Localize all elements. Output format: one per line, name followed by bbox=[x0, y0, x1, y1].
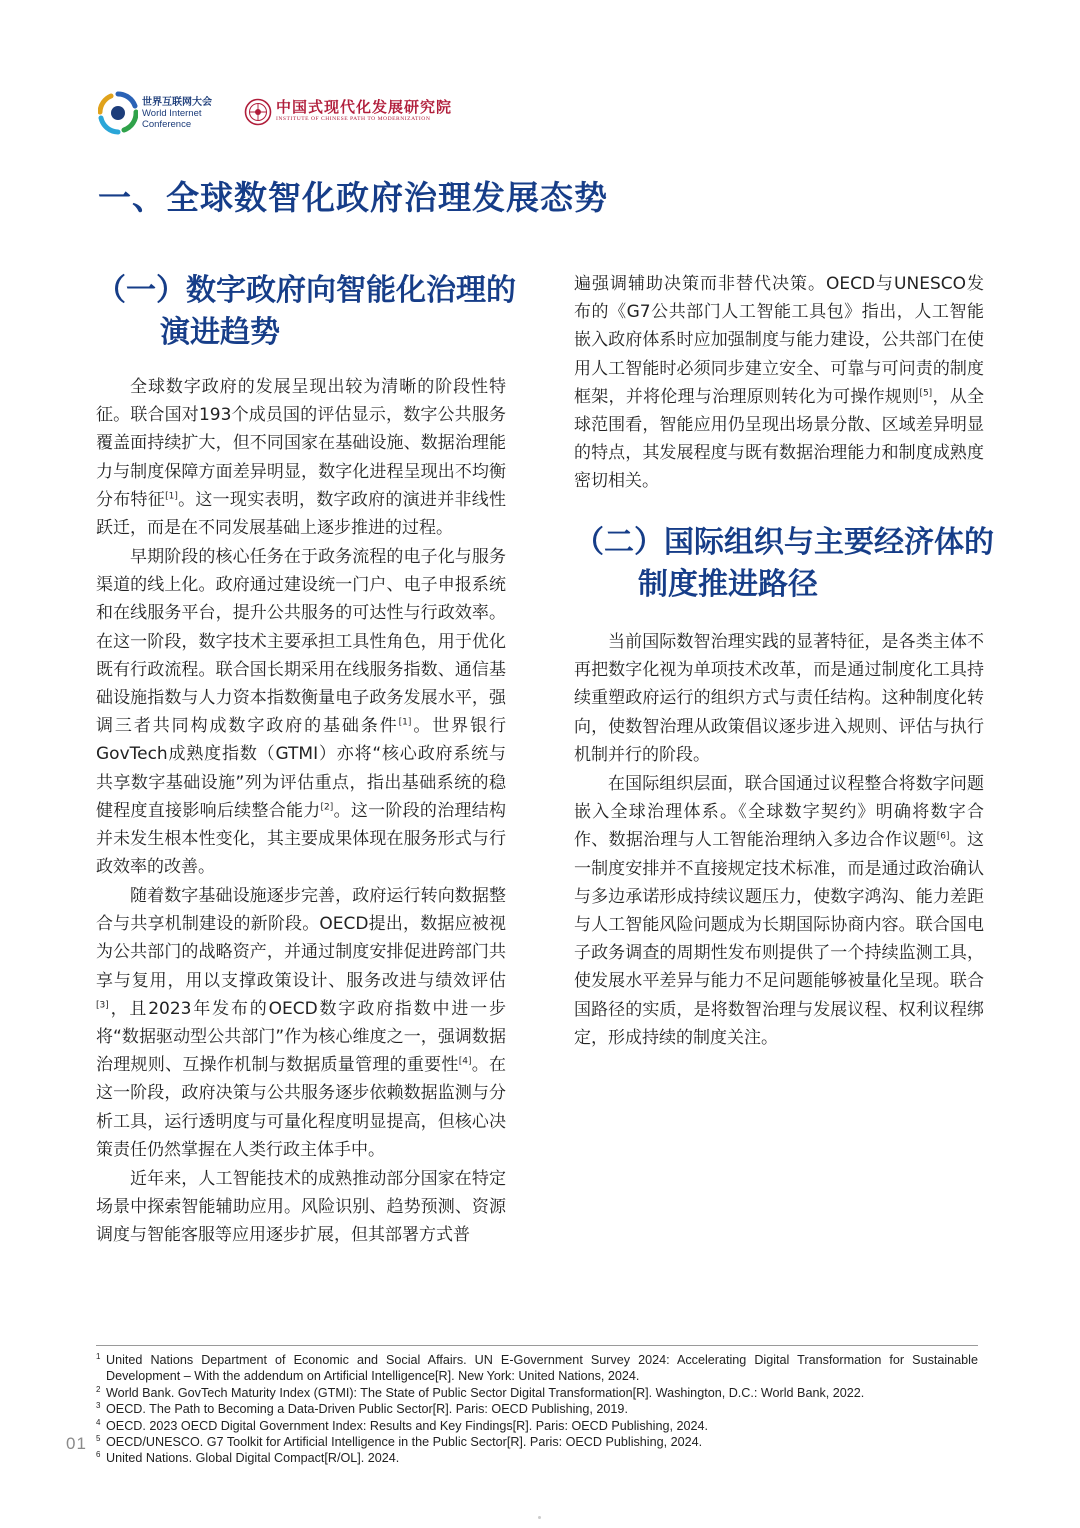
footnote-item: 1 United Nations Department of Economic and Social Affairs. UN E-Government Survey 2024: Accelerating Digital Transformation for Sustainable Development – With the addendum on Artificial Intelligence[R]. New York: United Nations, 2024. bbox=[96, 1352, 978, 1384]
institute-name-en: INSTITUTE OF CHINESE PATH TO MODERNIZATION bbox=[276, 116, 431, 122]
footnotes bbox=[96, 1352, 978, 1467]
wic-logo-zh: 世界互联网大会 bbox=[142, 97, 212, 108]
section1-paragraph-3: 随着数字基础设施逐步完善，政府运行转向数据整合与共享机制建设的新阶段。OECD提出，数据应被视为公共部门的战略资产，并通过制度安排促进跨部门共享与复用，用以支撑政策设计、服务改进与绩效评估[3]，且2023年发布的OECD数字政府指数中进一步将“数据驱动型公共部门”作为核心维度之一，强调数据治理规则、互操作机制与数据质量管理的重要性[4]。在这一阶段，政府决策与公共服务逐步依赖数据监测与分析工具，运行透明度与可量化程度明显提高，但核心决策责任仍然掌握在人类行政主体手中。 bbox=[96, 886, 507, 1160]
section2-heading-line2: 制度推进路径 bbox=[638, 567, 818, 602]
institute-seal-icon bbox=[244, 98, 272, 126]
wic-logo-en-line2: Conference bbox=[142, 119, 192, 130]
section2-heading bbox=[574, 522, 994, 606]
page-number: 01 bbox=[66, 1434, 87, 1453]
wic-logo-icon bbox=[98, 90, 138, 136]
section2-paragraph-2: 在国际组织层面，联合国通过议程整合将数字问题嵌入全球治理体系。《全球数字契约》明确将数字合作、数据治理与人工智能治理纳入多边合作议题[6]。这一制度安排并不直接规定技术标准，而是通过政治确认与多边承诺形成持续议题压力，使数字鸿沟、能力差距与人工智能风险问题成为长期国际协商内容。联合国电子政务调查的周期性发布则提供了一个持续监测工具，使发展水平差异与能力不足问题能够被量化呈现。联合国路径的实质，是将数智治理与发展议程、权利议程绑定，形成持续的制度关注。 bbox=[574, 774, 985, 1048]
section1-heading-line1: （一）数字政府向智能化治理的 bbox=[96, 273, 516, 308]
wic-logo-en-line1: World Internet bbox=[142, 108, 202, 119]
citation-1b: [1] bbox=[398, 717, 412, 728]
section2-paragraph-1: 当前国际数智治理实践的显著特征，是各类主体不再把数字化视为单项技术改革，而是通过制度化工具持续重塑政府运行的组织方式与责任结构。这种制度化转向，使数智治理从政策倡议逐步进入规则、评估与执行机制并行的阶段。 bbox=[574, 632, 984, 765]
page-title: 一、全球数智化政府治理发展态势 bbox=[98, 178, 608, 217]
header bbox=[98, 90, 598, 138]
footnote-divider bbox=[96, 1345, 978, 1346]
citation-1: [1] bbox=[165, 491, 178, 502]
institute-name-zh: 中国式现代化发展研究院 bbox=[276, 98, 453, 116]
footnote-item: 3 OECD. The Path to Becoming a Data-Driven Public Sector[R]. Paris: OECD Publishing, 2019. bbox=[96, 1401, 628, 1417]
citation-2: [2] bbox=[320, 802, 334, 813]
citation-6: [6] bbox=[936, 831, 950, 842]
section2-heading-line1: （二）国际组织与主要经济体的 bbox=[574, 525, 994, 560]
footnote-item: 4 OECD. 2023 OECD Digital Government Index: Results and Key Findings[R]. Paris: OECD Publishing, 2024. bbox=[96, 1417, 708, 1433]
footnote-item: 5 OECD/UNESCO. G7 Toolkit for Artificial Intelligence in the Public Sector[R]. Paris: OECD Publishing, 2024. bbox=[96, 1434, 703, 1450]
institute-logo-text bbox=[276, 99, 452, 123]
section1-heading bbox=[96, 270, 516, 354]
citation-4: [4] bbox=[458, 1056, 472, 1067]
section1-heading-line2: 演进趋势 bbox=[160, 315, 280, 350]
section1-paragraph-4-continued: 遍强调辅助决策而非替代决策。OECD与UNESCO发布的《G7公共部门人工智能工具包》指出，人工智能嵌入政府体系时应加强制度与能力建设，公共部门在使用人工智能时必须同步建立安全、可靠与可问责的制度框架，并将伦理与治理原则转化为可操作规则[5]，从全球范围看，智能应用仍呈现出场景分散、区域差异明显的特点，其发展程度与既有数据治理能力和制度成熟度密切相关。 bbox=[574, 274, 985, 492]
wic-logo-text bbox=[142, 97, 212, 130]
section1-paragraph-4: 近年来，人工智能技术的成熟推动部分国家在特定场景中探索智能辅助应用。风险识别、趋势预测、资源调度与智能客服等应用逐步扩展，但其部署方式普 bbox=[96, 1169, 506, 1246]
footnote-item: 6 United Nations. Global Digital Compact[R/OL]. 2024. bbox=[96, 1450, 400, 1466]
citation-3: [3] bbox=[96, 1000, 109, 1011]
section1-paragraph-2: 早期阶段的核心任务在于政务流程的电子化与服务渠道的线上化。政府通过建设统一门户、电子申报系统和在线服务平台，提升公共服务的可达性与行政效率。在这一阶段，数字技术主要承担工具性角色，用于优化既有行政流程。联合国长期采用在线服务指数、通信基础设施指数与人力资本指数衡量电子政务发展水平，强调三者共同构成数字政府的基础条件[1]。世界银行GovTech成熟度指数（GTMI）亦将“核心政府系统与共享数字基础设施”列为评估重点，指出基础系统的稳健程度直接影响后续整合能力[2]。这一阶段的治理结构并未发生根本性变化，其主要成果体现在服务形式与行政效率的改善。 bbox=[96, 547, 507, 878]
decorative-dot bbox=[538, 1516, 541, 1519]
citation-5: [5] bbox=[919, 388, 933, 399]
section1-paragraph-1: 全球数字政府的发展呈现出较为清晰的阶段性特征。联合国对193个成员国的评估显示，数字公共服务覆盖面持续扩大，但不同国家在基础设施、数据治理能力与制度保障方面差异明显，数字化进程呈现出不均衡分布特征[1]。这一现实表明，数字政府的演进并非线性跃迁，而是在不同发展基础上逐步推进的过程。 bbox=[96, 377, 507, 539]
footnote-item: 2 World Bank. GovTech Maturity Index (GTMI): The State of Public Sector Digital Transformation[R]. Washington, D.C.: World Bank, 2022. bbox=[96, 1384, 865, 1400]
